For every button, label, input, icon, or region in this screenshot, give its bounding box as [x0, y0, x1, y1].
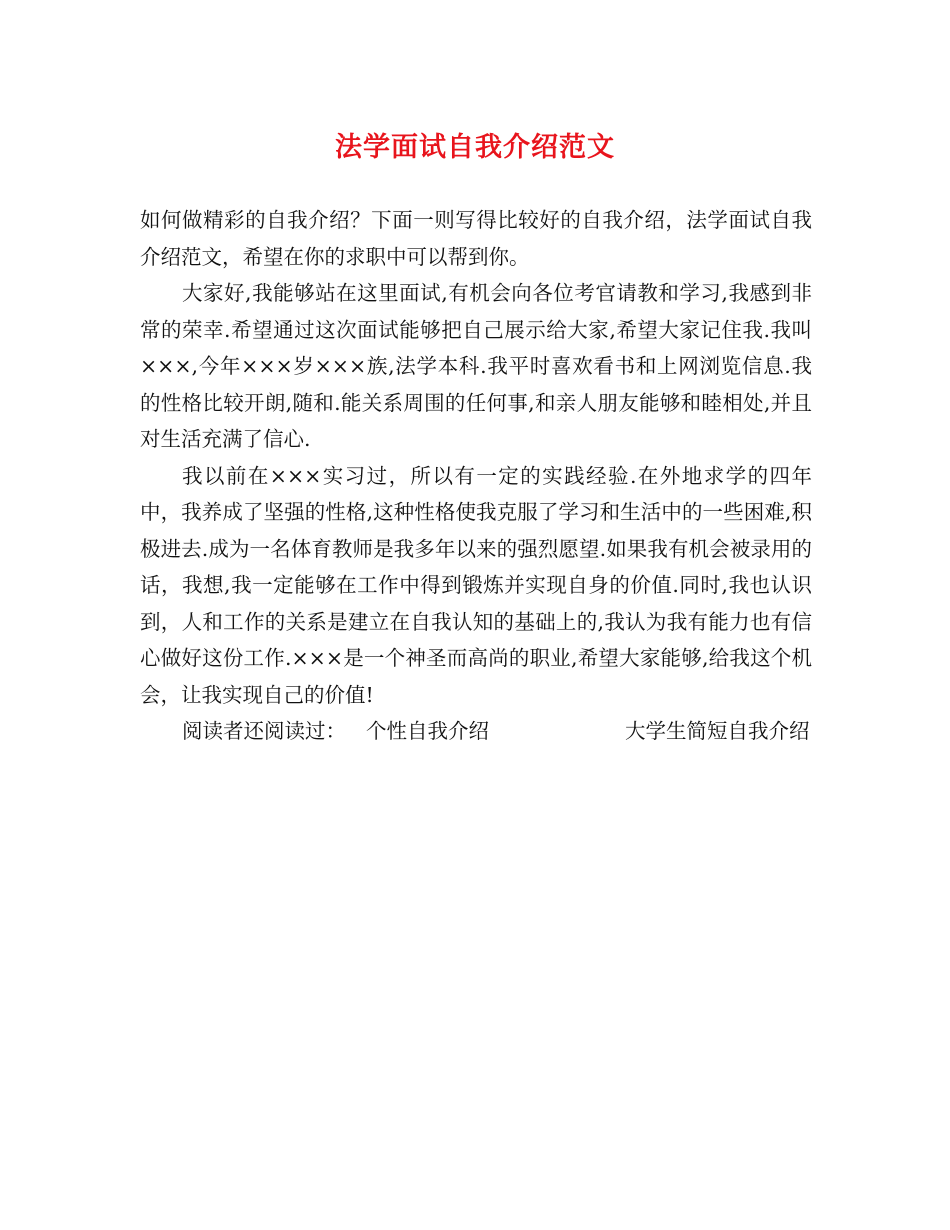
body-paragraph-2: 我以前在×××实习过，所以有一定的实践经验.在外地求学的四年中，我养成了坚强的性格,这种性格使我克服了学习和生活中的一些困难,积极进去.成为一名体育教师是我多年以来的强烈愿望.如果我有机会被录用的话，我想,我一定能够在工作中得到锻炼并实现自身的价值.同时,我也认识到，人和工作的关系是建立在自我认知的基础上的,我认为我有能力也有信心做好这份工作.×××是一个神圣而高尚的职业,希望大家能够,给我这个机会，让我实现自己的价值!	[140, 463, 812, 707]
related-reading	[140, 713, 812, 750]
related-reading-label: 阅读者还阅读过：	[182, 719, 346, 743]
intro-paragraph: 如何做精彩的自我介绍？下面一则写得比较好的自我介绍，法学面试自我介绍范文，希望在你的求职中可以帮到你。	[140, 208, 812, 269]
document-title: 法学面试自我介绍范文	[335, 132, 615, 163]
document-body	[140, 202, 812, 750]
related-link-student-intro[interactable]: 大学生简短自我介绍	[625, 719, 810, 743]
related-link-personal-intro[interactable]: 个性自我介绍	[366, 719, 489, 743]
body-paragraph-1: 大家好,我能够站在这里面试,有机会向各位考官请教和学习,我感到非常的荣幸.希望通过这次面试能够把自己展示给大家,希望大家记住我.我叫×××,今年×××岁×××族,法学本科.我平时喜欢看书和上网浏览信息.我的性格比较开朗,随和.能关系周围的任何事,和亲人朋友能够和睦相处,并且对生活充满了信心.	[140, 281, 812, 451]
